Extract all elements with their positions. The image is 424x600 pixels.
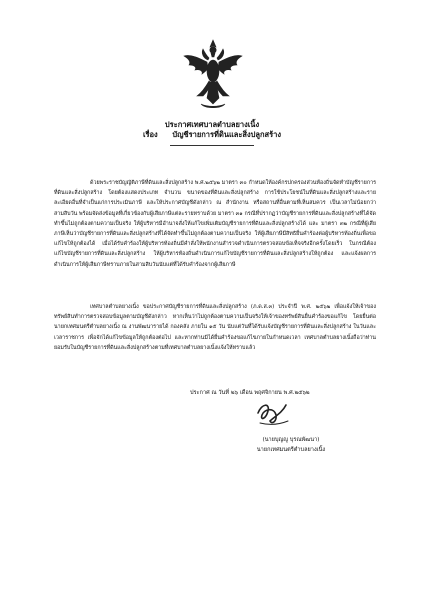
garuda-emblem-icon <box>181 38 245 110</box>
title-block <box>0 120 424 140</box>
body-paragraph-1: ด้วยพระราชบัญญัติภาษีที่ดินและสิ่งปลูกสร้าง พ.ศ.๒๕๖๒ มาตรา ๓๐ กำหนดให้องค์กรปกครองส่วนท้องถิ่นจัดทำบัญชีรายการที่ดินและสิ่งปลูกสร้าง โดยต้องแสดงประเภท จำนวน ขนาดของที่ดินและสิ่งปลูกสร้าง การใช้ประโยชน์ในที่ดินและสิ่งปลูกสร้างและรายละเอียดอื่นที่จำเป็นแก่การประเมินภาษี และให้ประกาศบัญชีดังกล่าว ณ สำนักงาน หรือสถานที่อื่นตามที่เห็นสมควร เป็นเวลาไม่น้อยกว่าสามสิบวัน พร้อมจัดส่งข้อมูลที่เกี่ยวข้องกับผู้เสียภาษีแต่ละรายทราบด้วย มาตรา ๓๑ กรณีที่ปรากฏว่าบัญชีรายการที่ดินและสิ่งปลูกสร้างที่ได้จัดทำขึ้นไม่ถูกต้องตามความเป็นจริง ให้ผู้บริหารมีอำนาจสั่งให้แก้ไขเพิ่มเติมบัญชีรายการที่ดินและสิ่งปลูกสร้างได้ และ มาตรา ๓๒ กรณีที่ผู้เสียภาษีเห็นว่าบัญชีรายการที่ดินและสิ่งปลูกสร้างที่ได้จัดทำขึ้นไม่ถูกต้องตามความเป็นจริง ให้ผู้เสียภาษีมีสิทธิยื่นคำร้องต่อผู้บริหารท้องถิ่นเพื่อขอแก้ไขให้ถูกต้องได้ เมื่อได้รับคำร้องให้ผู้บริหารท้องถิ่นมีคำสั่งให้พนักงานสำรวจดำเนินการตรวจสอบข้อเท็จจริงอีกครั้งโดยเร็ว ในกรณีต้องแก้ไขบัญชีรายการที่ดินและสิ่งปลูกสร้าง ให้ผู้บริหารท้องถิ่นดำเนินการแก้ไขบัญชีรายการที่ดินและสิ่งปลูกสร้างให้ถูกต้อง และแจ้งผลการดำเนินการให้ผู้เสียภาษีทราบภายในสามสิบวันนับแต่ที่ได้รับคำร้องจากผู้เสียภาษี <box>54 180 376 268</box>
subject-text: บัญชีรายการที่ดินและสิ่งปลูกสร้าง <box>172 130 282 139</box>
title-separator <box>170 145 254 146</box>
announcement-title: ประกาศเทศบาลตำบลยางเนิ้ง <box>164 120 260 129</box>
signature-mark <box>252 399 292 429</box>
subject-label: เรื่อง <box>142 130 158 139</box>
body-paragraph-2: เทศบาลตำบลยางเนิ้ง ขอประกาศบัญชีรายการที่ดินและสิ่งปลูกสร้าง (ภ.ด.ส.๓) ประจำปี พ.ศ. ๒๕๖๒ เพื่อแจ้งให้เจ้าของทรัพย์สินทำการตรวจสอบข้อมูลตามบัญชีดังกล่าว หากเห็นว่าไม่ถูกต้องตามความเป็นจริงให้เจ้าของทรัพย์สินยื่นคำร้องขอแก้ไข โดยยื่นต่อนายกเทศมนตรีตำบลยางเนิ้ง ณ งานพัฒนารายได้ กองคลัง ภายใน ๑๕ วัน นับแต่วันที่ได้รับแจ้งบัญชีรายการที่ดินและสิ่งปลูกสร้าง ในวันและเวลาราชการ เพื่อจักได้แก้ไขข้อมูลให้ถูกต้องต่อไป และหากท่านมิได้ยื่นคำร้องขอแก้ไขภายในกำหนดเวลา เทศบาลตำบลยางเนิ้งถือว่าท่านยอมรับในบัญชีรายการที่ดินและสิ่งปลูกสร้างตามที่เทศบาลตำบลยางเนิ้งแจ้งให้ทราบแล้ว <box>54 304 376 351</box>
signatory-position: นายกเทศมนตรีตำบลยางเนิ้ง <box>256 447 326 453</box>
signatory-name: (นายบุญญู บุรณพัฒนา) <box>262 437 320 443</box>
subject-line <box>0 130 424 140</box>
announcement-date: ประกาศ ณ วันที่ ๒๖ เดือน พฤศจิกายน พ.ศ.๒๕๖๒ <box>190 390 310 396</box>
